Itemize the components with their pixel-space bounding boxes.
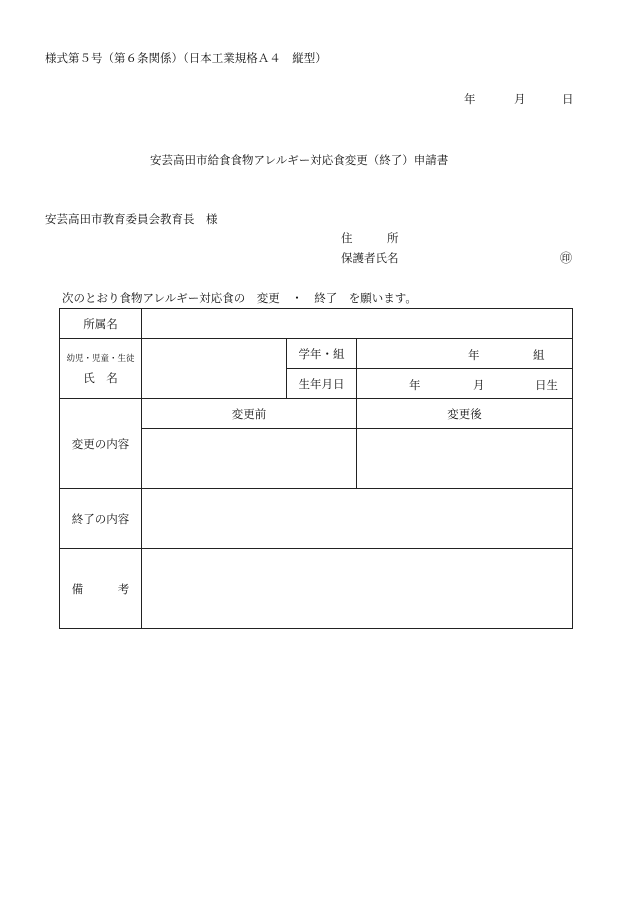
birthdate-label: 生年月日 [287,369,357,399]
document-title: 安芸高田市給食食物アレルギー対応食変更（終了）申請書 [150,153,449,167]
application-form-table [59,308,573,629]
birth-day-unit: 日生 [535,378,558,392]
affiliation-label: 所属名 [60,309,142,339]
date-month: 月 [514,92,526,106]
change-content-label: 変更の内容 [60,399,142,489]
affiliation-field[interactable] [142,309,573,339]
before-change-field[interactable] [142,429,357,489]
address-label: 住 所 [341,231,399,245]
birth-month-unit: 月 [473,378,485,392]
birth-year-unit: 年 [409,378,421,392]
grade-class-label: 学年・組 [287,339,357,369]
student-name-field[interactable] [142,339,287,399]
grade-class-field[interactable] [357,339,573,369]
student-name-label-cell [60,339,142,399]
after-change-field[interactable] [357,429,573,489]
after-change-label: 変更後 [357,399,573,429]
addressee: 安芸高田市教育委員会教育長 様 [45,212,218,226]
name-label: 氏 名 [83,370,118,385]
seal-mark: ㊞ [560,251,573,265]
grade-unit: 年 [468,348,480,362]
date-day: 日 [562,92,574,106]
birthdate-field[interactable] [357,369,573,399]
remarks-field[interactable] [142,549,573,629]
student-type-label: 幼児・児童・生徒 [66,353,135,364]
end-content-field[interactable] [142,489,573,549]
guardian-name-label: 保護者氏名 [341,251,399,265]
remarks-label: 備 考 [60,549,142,629]
before-change-label: 変更前 [142,399,357,429]
request-text: 次のとおり食物アレルギー対応食の 変更 ・ 終了 を願います。 [62,291,417,305]
form-number: 様式第５号（第６条関係）（日本工業規格Ａ４ 縦型） [45,51,327,65]
end-content-label: 終了の内容 [60,489,142,549]
date-year: 年 [464,92,476,106]
class-unit: 組 [533,348,545,362]
